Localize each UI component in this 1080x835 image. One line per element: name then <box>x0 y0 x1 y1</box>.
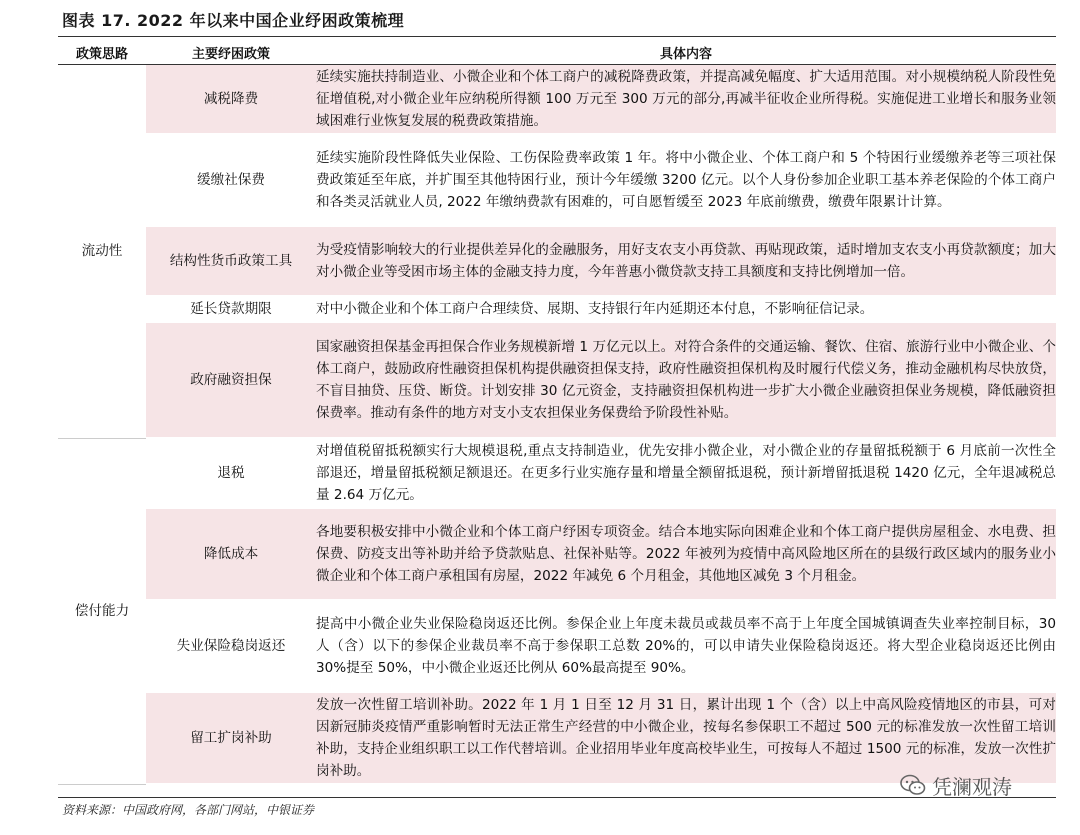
table-row <box>58 296 1056 322</box>
policy-cell: 失业保险稳岗返还 <box>146 600 316 692</box>
table-row <box>58 438 1056 508</box>
policy-table <box>58 40 1056 785</box>
content-cell: 国家融资担保基金再担保合作业务规模新增 1 万亿元以上。对符合条件的交通运输、餐饮、住宿、旅游行业中小微企业、个体工商户，鼓励政府性融资担保机构提供融资担保支持，政府性融资担保机构及时履行代偿义务，推动金融机构尽快放贷，不盲目抽贷、压贷、断贷。计划安排 30 亿元资金，支持融资担保机构进一步扩大小微企业融资担保业务规模，降低融资担保费率。推动有条件的地方对支小支农担保业务保费给予阶段性补贴。 <box>316 322 1056 438</box>
header-policy: 主要纾困政策 <box>146 40 316 65</box>
content-cell: 提高中小微企业失业保险稳岗返还比例。参保企业上年度未裁员或裁员率不高于上年度全国城镇调查失业率控制目标，30 人（含）以下的参保企业裁员率不高于参保职工总数 20%的，可以申请失业保险稳岗返还。将大型企业稳岗返还比例由 30%提至 50%，中小微企业返还比例从 60%最高提至 90%。 <box>316 600 1056 692</box>
content-cell: 延续实施扶持制造业、小微企业和个体工商户的减税降费政策，并提高减免幅度、扩大适用范围。对小规模纳税人阶段性免征增值税,对小微企业年应纳税所得额 100 万元至 300 万元的部分,再减半征收企业所得税。实施促进工业增长和服务业领域困难行业恢复发展的税费政策措施。 <box>316 65 1056 135</box>
content-cell: 发放一次性留工培训补助。2022 年 1 月 1 日至 12 月 31 日，累计出现 1 个（含）以上中高风险疫情地区的市县，可对因新冠肺炎疫情严重影响暂时无法正常生产经营的中小微企业，按每名参保职工不超过 500 元的标准发放一次性留工培训补助，支持企业组织职工以工作代替培训。企业招用毕业年度高校毕业生，可按每人不超过 1500 元的标准，发放一次性扩岗补助。 <box>316 692 1056 784</box>
wechat-icon <box>900 774 926 796</box>
content-cell: 对增值税留抵税额实行大规模退税,重点支持制造业，优先安排小微企业，对小微企业的存量留抵税额于 6 月底前一次性全部退还，增量留抵税额足额退还。在更多行业实施存量和增量全额留抵退税，预计新增留抵退税 1420 亿元，全年退减税总量 2.64 万亿元。 <box>316 438 1056 508</box>
table-row <box>58 226 1056 296</box>
figure-title: 图表 17. 2022 年以来中国企业纾困政策梳理 <box>62 11 405 30</box>
source-note: 资料来源：中国政府网，各部门网站，中银证券 <box>62 803 315 817</box>
content-cell: 延续实施阶段性降低失业保险、工伤保险费率政策 1 年。将中小微企业、个体工商户和 5 个特困行业缓缴养老等三项社保费政策延至年底，并扩围至其他特困行业，预计今年缓缴 3200 亿元。以个人身份参加企业职工基本养老保险的个体工商户和各类灵活就业人员, 2022 年缴纳费款有困难的，可自愿暂缓至 2023 年底前缴费，缴费年限累计计算。 <box>316 134 1056 226</box>
policy-cell: 降低成本 <box>146 508 316 600</box>
policy-cell: 退税 <box>146 438 316 508</box>
policy-cell: 减税降费 <box>146 65 316 135</box>
policy-cell: 延长贷款期限 <box>146 296 316 322</box>
header-category: 政策思路 <box>58 40 146 65</box>
category-cell: 流动性 <box>58 65 146 439</box>
category-cell: 偿付能力 <box>58 438 146 784</box>
table-row <box>58 322 1056 438</box>
watermark <box>900 770 1012 800</box>
content-cell: 各地要积极安排中小微企业和个体工商户纾困专项资金。结合本地实际向困难企业和个体工商户提供房屋租金、水电费、担保费、防疫支出等补助并给予贷款贴息、社保补贴等。2022 年被列为疫情中高风险地区所在的县级行政区域内的服务业小微企业和个体工商户承租国有房屋，2022 年减免 6 个月租金，其他地区减免 3 个月租金。 <box>316 508 1056 600</box>
table-row <box>58 508 1056 600</box>
table-header-row <box>58 40 1056 65</box>
table-row <box>58 600 1056 692</box>
policy-cell: 结构性货币政策工具 <box>146 226 316 296</box>
content-cell: 为受疫情影响较大的行业提供差异化的金融服务，用好支农支小再贷款、再贴现政策，适时增加支农支小再贷款额度；加大对小微企业等受困市场主体的金融支持力度，今年普惠小微贷款支持工具额度和支持比例增加一倍。 <box>316 226 1056 296</box>
watermark-text: 凭澜观涛 <box>932 774 1012 799</box>
policy-cell: 缓缴社保费 <box>146 134 316 226</box>
table-row <box>58 65 1056 135</box>
policy-cell: 政府融资担保 <box>146 322 316 438</box>
header-content: 具体内容 <box>316 40 1056 65</box>
policy-cell: 留工扩岗补助 <box>146 692 316 784</box>
top-rule <box>58 36 1056 37</box>
content-cell: 对中小微企业和个体工商户合理续贷、展期、支持银行年内延期还本付息，不影响征信记录。 <box>316 296 1056 322</box>
table-row <box>58 134 1056 226</box>
